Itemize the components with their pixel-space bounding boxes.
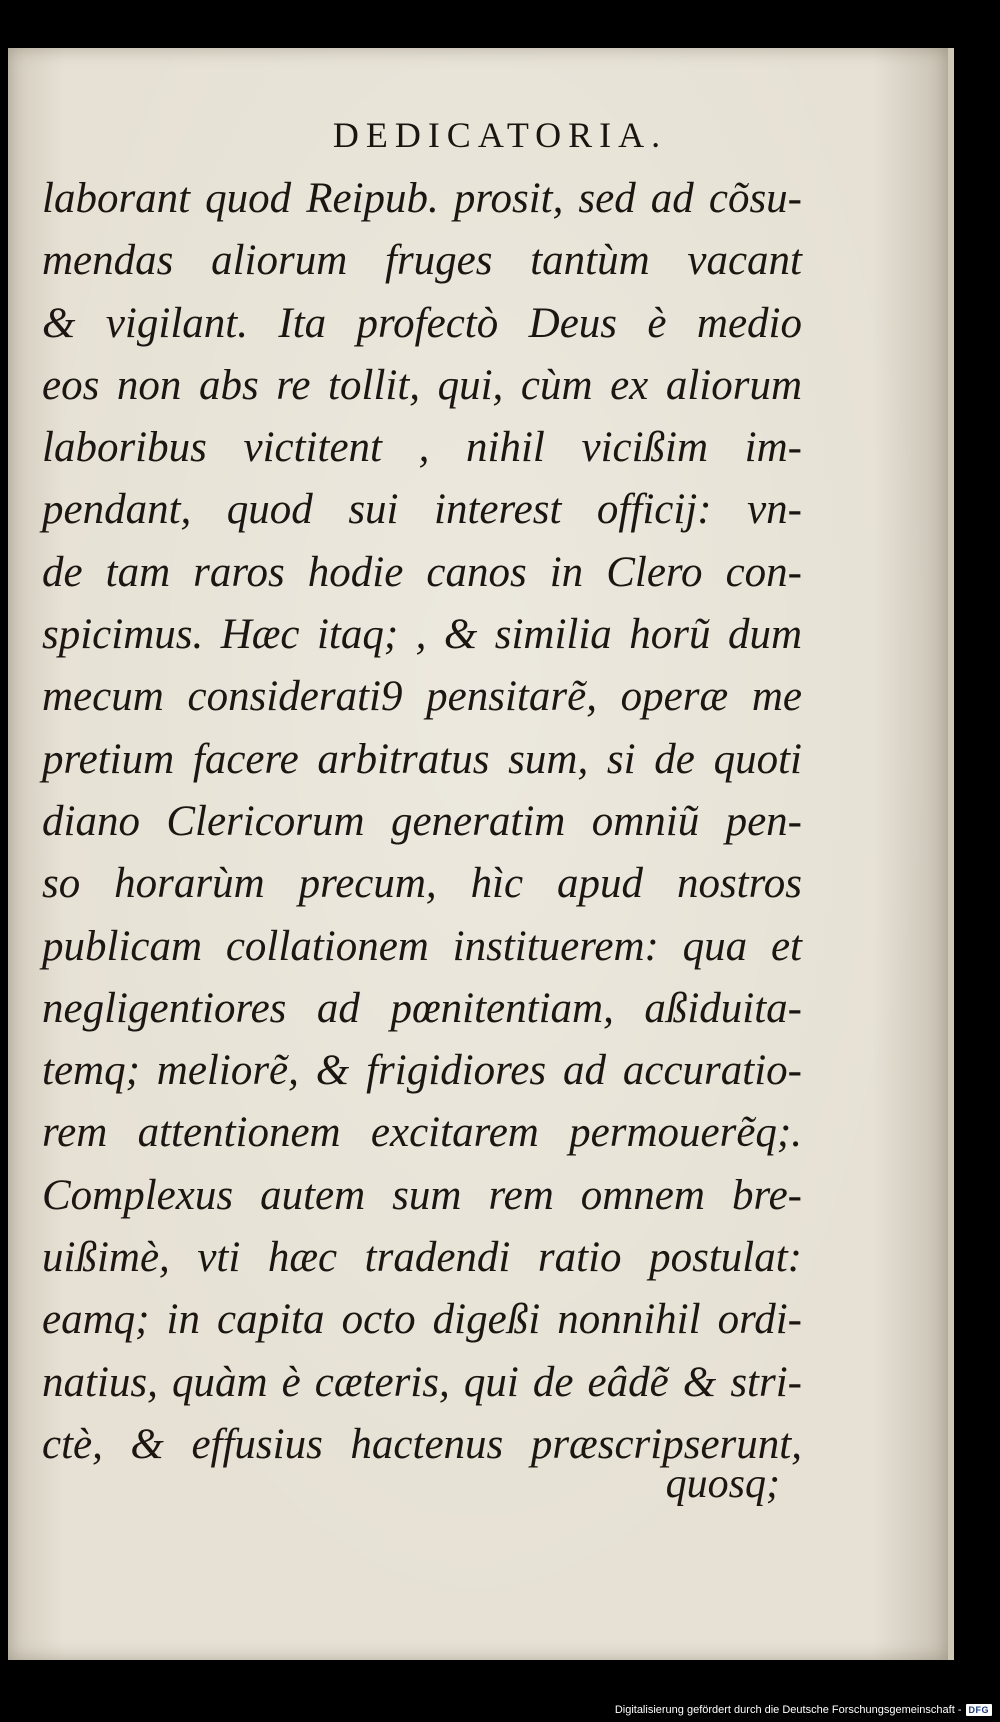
text-line: Complexus autem sum rem omnem bre- (42, 1171, 802, 1219)
dfg-logo: DFG (966, 1704, 993, 1716)
page-edge (948, 48, 954, 1660)
text-line: pendant, quod sui interest officij: vn- (42, 486, 802, 534)
text-line: laborant quod Reipub. prosit, sed ad cõsu- (42, 175, 802, 222)
text-line: laboribus victitent , nihil vicißim im- (42, 424, 802, 472)
text-line: eamq; in capita octo digeßi nonnihil ordi- (42, 1296, 802, 1344)
text-line: eos non abs re tollit, qui, cùm ex aliorum (42, 361, 802, 409)
body-text (42, 168, 802, 1476)
text-line: publicam collationem instituerem: qua et (42, 922, 802, 970)
text-line: mendas aliorum fruges tantùm vacant (42, 237, 802, 285)
text-line: temq; meliorẽ, & frigidiores ad accuratio- (42, 1047, 802, 1095)
text-line: ctè, & effusius hactenus præscripserunt, (42, 1420, 802, 1468)
text-line: uißimè, vti hæc tradendi ratio postulat: (42, 1234, 802, 1282)
text-line: so horarùm precum, hìc apud nostros (42, 860, 802, 908)
text-line: negligentiores ad pœnitentiam, aßiduita- (42, 984, 802, 1032)
text-line: rem attentionem excitarem permouerẽq;. (42, 1109, 802, 1157)
running-head: DEDICATORIA. (332, 115, 668, 155)
footer-credit: Digitalisierung gefördert durch die Deutsche Forschungsgemeinschaft - (614, 1704, 962, 1716)
catchword: quosq; (665, 1461, 780, 1507)
text-line: spicimus. Hæc itaq; , & similia horũ dum (42, 611, 802, 659)
digitization-footer (615, 1702, 992, 1718)
text-line: diano Clericorum generatim omniũ pen- (42, 797, 802, 845)
text-line: de tam raros hodie canos in Clero con- (42, 548, 802, 596)
text-line: pretium facere arbitratus sum, si de quoti (42, 735, 802, 783)
text-line: natius, quàm è cæteris, qui de eâdẽ & stri- (42, 1358, 802, 1406)
text-line: & vigilant. Ita profectò Deus è medio (42, 299, 802, 347)
text-line: mecum considerati9 pensitarẽ, operæ me (42, 673, 802, 721)
